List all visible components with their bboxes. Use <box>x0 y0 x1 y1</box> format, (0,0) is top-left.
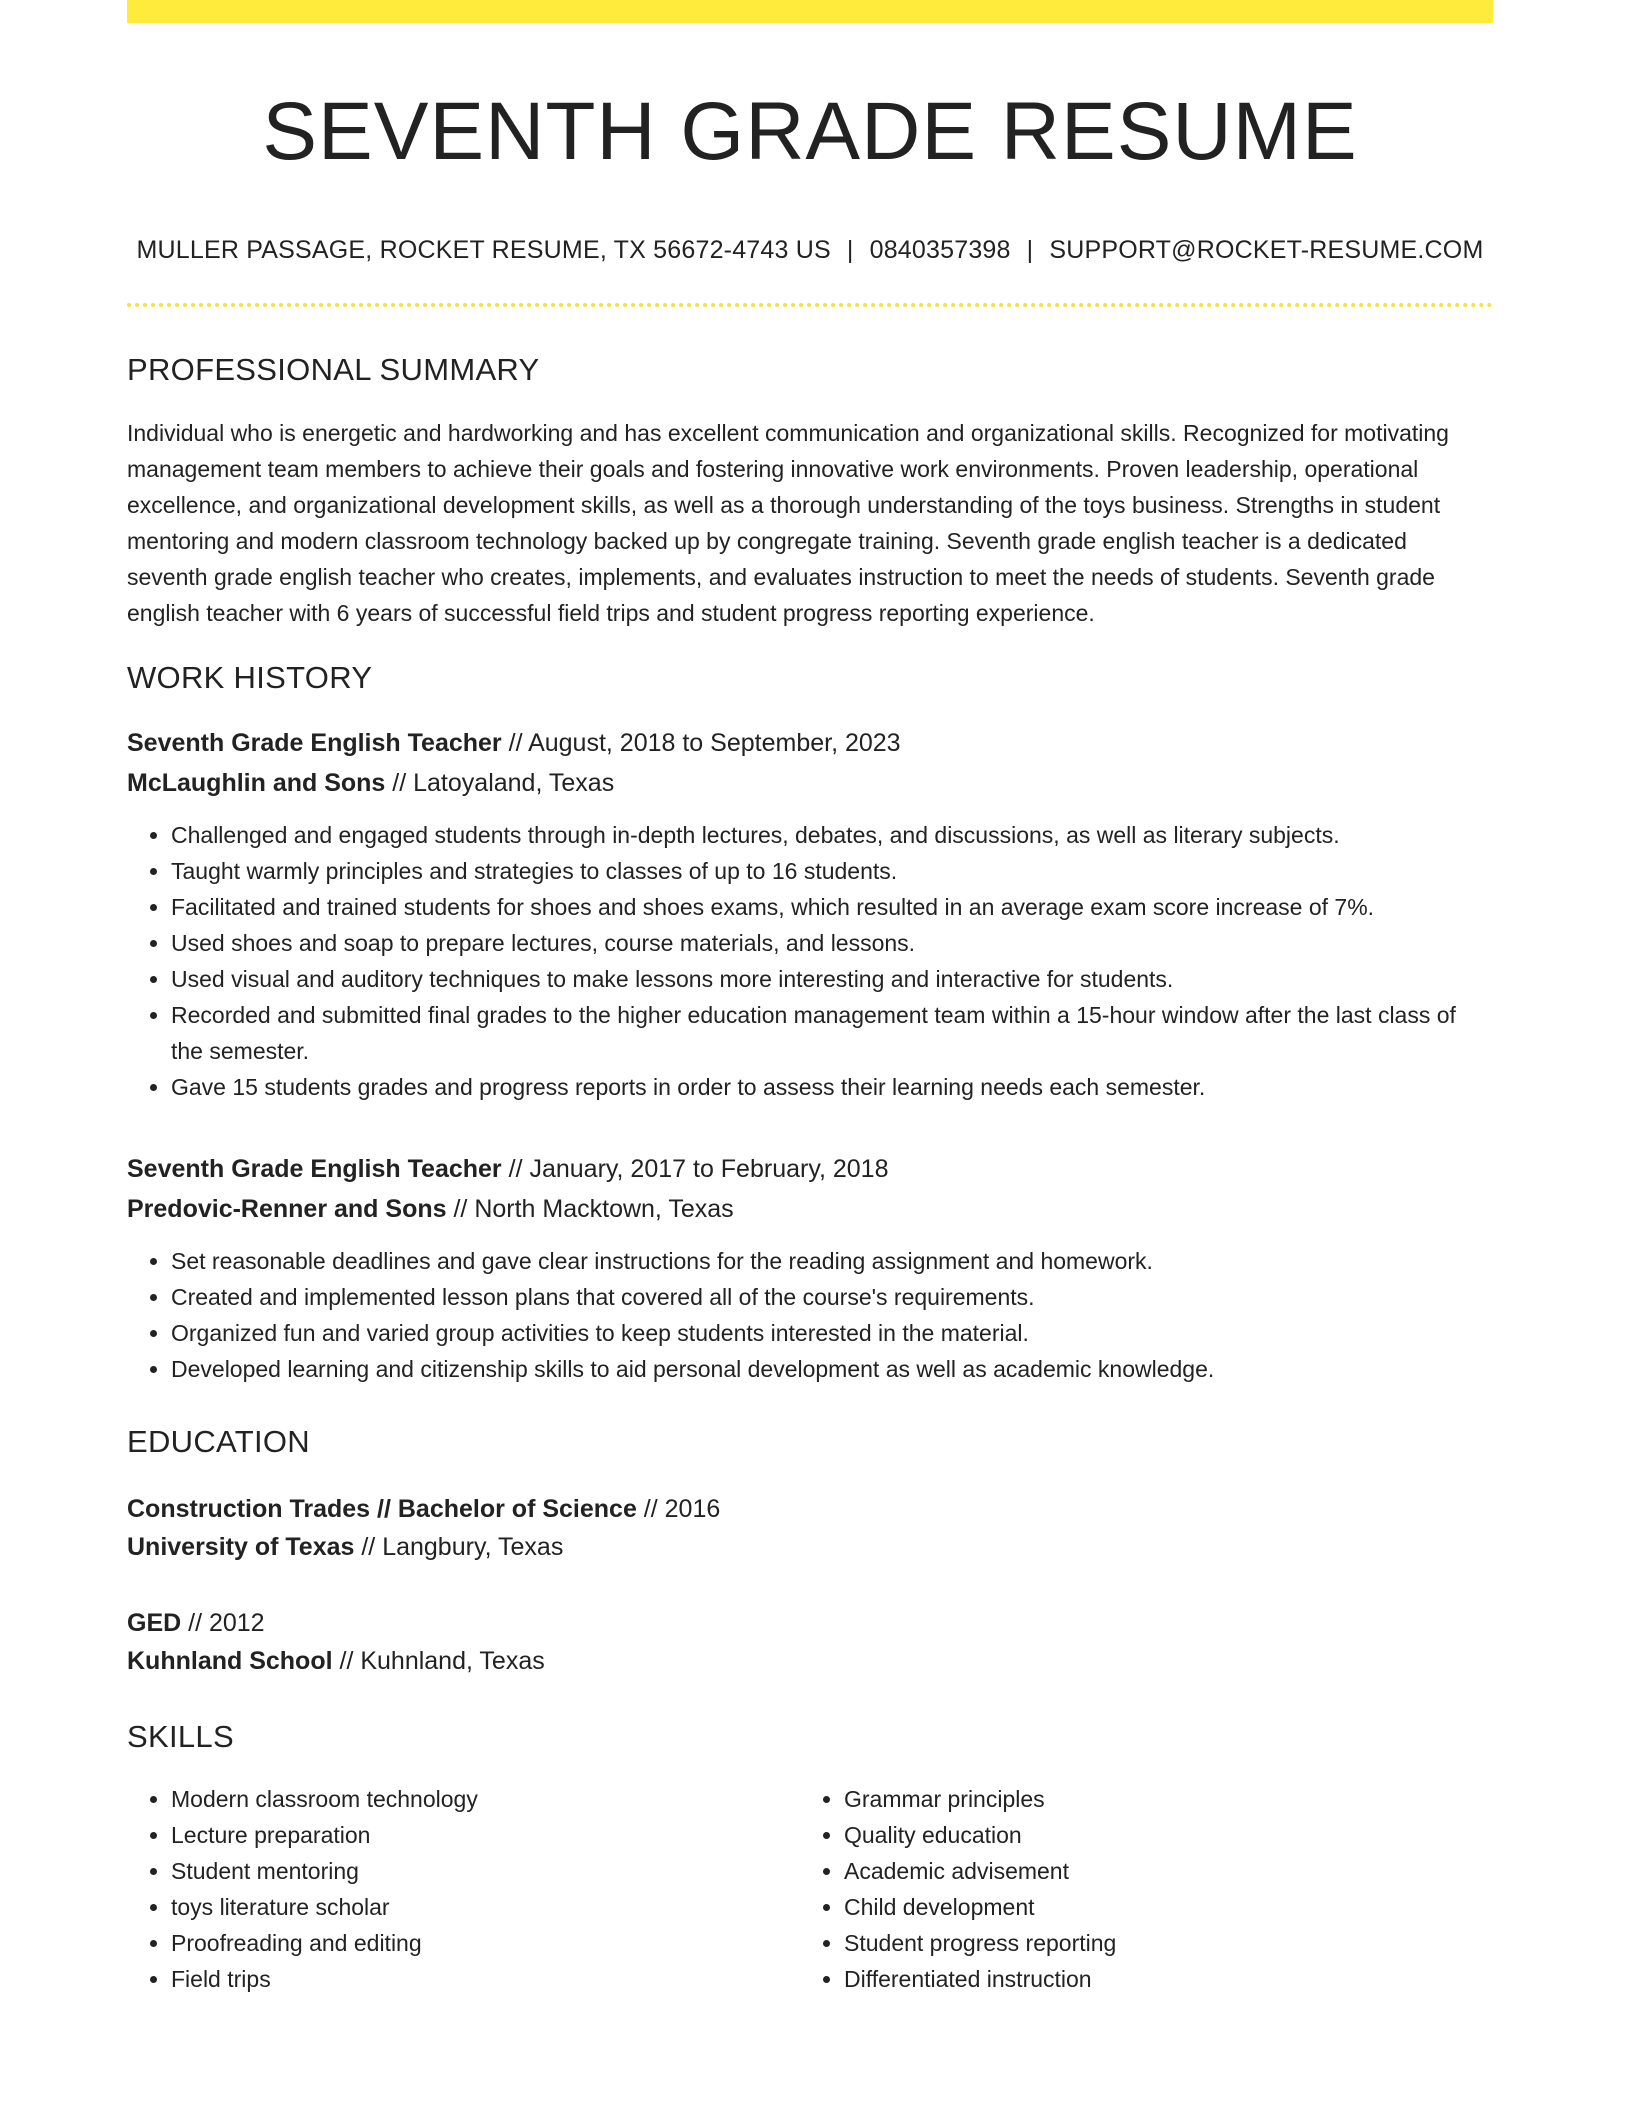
summary-text: Individual who is energetic and hardworking and has excellent communication and organizational skills. Recognized for motivating management team members to achieve their goals and fostering innovative work environments. Proven leadership, operational excellence, and organizational development skills, as well as a thorough understanding of the toys business. Strengths in student mentoring and modern classroom technology backed up by congregate training. Seventh grade english teacher is a dedicated seventh grade english teacher who creates, implements, and evaluates instruction to meet the needs of students. Seventh grade english teacher with 6 years of successful field trips and student progress reporting experience. <box>127 420 1449 627</box>
job-employer: McLaughlin and Sons <box>127 768 386 797</box>
skill-item: • Grammar principles <box>844 1781 1473 1817</box>
education-school: Kuhnland School <box>127 1646 333 1675</box>
job-bullet: • Recorded and submitted final grades to the higher education management team within a 15-hour window after the last class of the semester. <box>171 997 1493 1069</box>
header-divider <box>127 303 1493 307</box>
skills-heading: SKILLS <box>127 1718 234 1754</box>
job-title: Seventh Grade English Teacher <box>127 1154 502 1183</box>
contact-address: MULLER PASSAGE, ROCKET RESUME, TX 56672-4743 US <box>136 236 831 265</box>
education-school-line <box>127 1528 1493 1566</box>
education-entry <box>127 1490 1493 1566</box>
skill-item: • Differentiated instruction <box>844 1961 1473 1997</box>
education-degree-line <box>127 1604 1493 1642</box>
contact-line <box>127 235 1493 265</box>
job-bullets <box>127 1243 1493 1387</box>
resume-title: SEVENTH GRADE RESUME <box>262 86 1358 177</box>
job-bullet: • Challenged and engaged students through in-depth lectures, debates, and discussions, as well as literary subjects. <box>171 817 1493 853</box>
job-employer: Predovic-Renner and Sons <box>127 1194 447 1223</box>
contact-phone: 0840357398 <box>869 236 1011 265</box>
skill-item: • Student mentoring <box>171 1853 800 1889</box>
skills-grid <box>127 1781 1493 1997</box>
education-degree: Construction Trades // Bachelor of Science <box>127 1494 637 1523</box>
job-employer-line <box>127 763 1493 803</box>
contact-separator: | <box>846 236 854 265</box>
skill-item: • Proofreading and editing <box>171 1925 800 1961</box>
job-bullet: • Taught warmly principles and strategies to classes of up to 16 students. <box>171 853 1493 889</box>
job-title: Seventh Grade English Teacher <box>127 728 502 757</box>
education-degree: GED <box>127 1608 182 1637</box>
job-bullet: • Used shoes and soap to prepare lectures, course materials, and lessons. <box>171 925 1493 961</box>
skills-column-right <box>800 1781 1473 1997</box>
resume-page <box>127 0 1493 1997</box>
education-location: // Kuhnland, Texas <box>332 1646 545 1675</box>
job-entry <box>127 723 1493 1105</box>
skill-item: • Child development <box>844 1889 1473 1925</box>
education-degree-line <box>127 1490 1493 1528</box>
skill-item: • Student progress reporting <box>844 1925 1473 1961</box>
job-bullet: • Set reasonable deadlines and gave clear instructions for the reading assignment and homework. <box>171 1243 1493 1279</box>
job-location: // North Macktown, Texas <box>446 1194 734 1223</box>
job-dates: // January, 2017 to February, 2018 <box>501 1154 889 1183</box>
job-bullet: • Developed learning and citizenship skills to aid personal development as well as academic knowledge. <box>171 1351 1493 1387</box>
job-bullet: • Organized fun and varied group activities to keep students interested in the material. <box>171 1315 1493 1351</box>
education-location: // Langbury, Texas <box>354 1532 564 1561</box>
skill-item: • Lecture preparation <box>171 1817 800 1853</box>
contact-email: SUPPORT@ROCKET-RESUME.COM <box>1049 236 1484 265</box>
education-heading: EDUCATION <box>127 1423 310 1459</box>
job-bullet: • Used visual and auditory techniques to make lessons more interesting and interactive for students. <box>171 961 1493 997</box>
education-school-line <box>127 1642 1493 1680</box>
skills-column-left <box>127 1781 800 1997</box>
skill-item: • Academic advisement <box>844 1853 1473 1889</box>
job-bullet: • Gave 15 students grades and progress reports in order to assess their learning needs each semester. <box>171 1069 1493 1105</box>
contact-separator: | <box>1026 236 1034 265</box>
education-entry <box>127 1604 1493 1680</box>
education-year: // 2016 <box>636 1494 721 1523</box>
job-entry <box>127 1149 1493 1387</box>
job-bullets <box>127 817 1493 1105</box>
job-location: // Latoyaland, Texas <box>385 768 615 797</box>
job-bullet: • Facilitated and trained students for shoes and shoes exams, which resulted in an average exam score increase of 7%. <box>171 889 1493 925</box>
skill-item: • Modern classroom technology <box>171 1781 800 1817</box>
work-history-heading: WORK HISTORY <box>127 660 373 696</box>
skill-item: • Quality education <box>844 1817 1473 1853</box>
accent-bar <box>127 0 1493 23</box>
education-school: University of Texas <box>127 1532 355 1561</box>
job-dates: // August, 2018 to September, 2023 <box>501 728 901 757</box>
job-bullet: • Created and implemented lesson plans that covered all of the course's requirements. <box>171 1279 1493 1315</box>
job-title-line <box>127 1149 1493 1189</box>
skill-item: • toys literature scholar <box>171 1889 800 1925</box>
summary-heading: PROFESSIONAL SUMMARY <box>127 352 540 388</box>
skill-item: • Field trips <box>171 1961 800 1997</box>
education-year: // 2012 <box>181 1608 265 1637</box>
job-title-line <box>127 723 1493 763</box>
job-employer-line <box>127 1189 1493 1229</box>
